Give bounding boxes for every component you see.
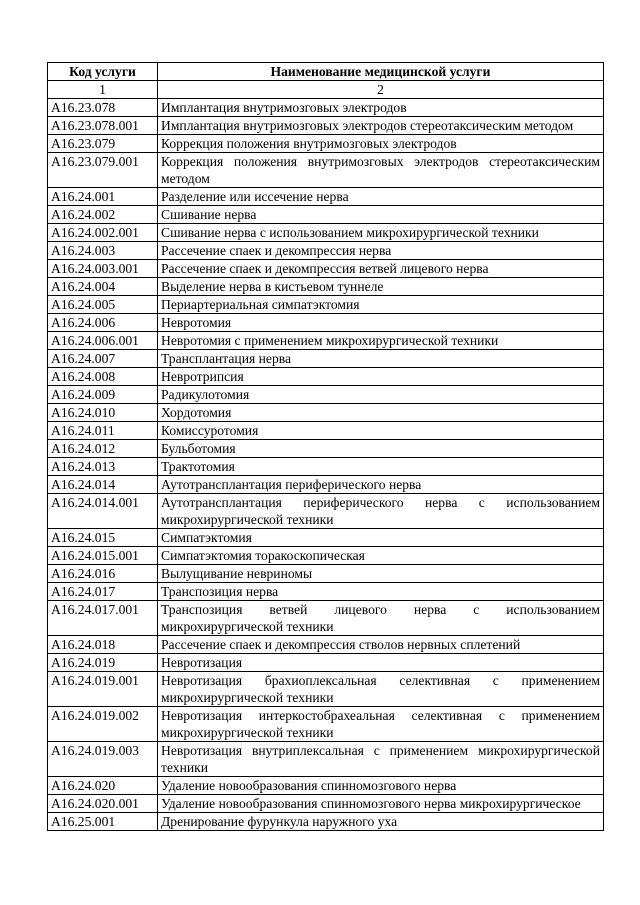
table-row [48, 224, 604, 242]
table-row [48, 99, 604, 117]
table-row [48, 476, 604, 494]
service-name: Невротомия [158, 314, 604, 332]
service-code: A16.24.015 [48, 529, 158, 547]
table-row [48, 601, 604, 636]
service-name: Дренирование фурункула наружного уха [158, 813, 604, 831]
service-name: Бульботомия [158, 440, 604, 458]
table-row [48, 813, 604, 831]
service-code: A16.24.005 [48, 296, 158, 314]
service-code: A16.24.012 [48, 440, 158, 458]
service-code: A16.24.017.001 [48, 601, 158, 636]
table-row [48, 795, 604, 813]
table-row [48, 565, 604, 583]
column-number-2: 2 [158, 81, 604, 99]
table-row [48, 260, 604, 278]
service-name: Удаление новообразования спинномозгового нерва [158, 777, 604, 795]
service-code: A16.24.006.001 [48, 332, 158, 350]
table-row [48, 153, 604, 188]
service-name: Рассечение спаек и декомпрессия нерва [158, 242, 604, 260]
service-name: Транспозиция ветвей лицевого нерва с использованием микрохирургической техники [158, 601, 604, 636]
table-row [48, 547, 604, 565]
service-name: Периартериальная симпатэктомия [158, 296, 604, 314]
service-name: Рассечение спаек и декомпрессия стволов нервных сплетений [158, 636, 604, 654]
service-code: A16.24.003 [48, 242, 158, 260]
column-number-row [48, 81, 604, 99]
service-name: Вылущивание невриномы [158, 565, 604, 583]
service-name: Имплантация внутримозговых электродов стереотаксическим методом [158, 117, 604, 135]
service-name: Аутотрансплантация периферического нерва с использованием микрохирургической техники [158, 494, 604, 529]
service-name: Невротомия с применением микрохирургической техники [158, 332, 604, 350]
service-code: A16.24.009 [48, 386, 158, 404]
service-name: Рассечение спаек и декомпрессия ветвей лицевого нерва [158, 260, 604, 278]
service-name: Невротизация [158, 654, 604, 672]
service-name: Невротизация внутриплексальная с применением микрохирургической техники [158, 742, 604, 777]
table-row [48, 350, 604, 368]
service-code: A16.23.079.001 [48, 153, 158, 188]
table-row [48, 440, 604, 458]
table-row [48, 529, 604, 547]
service-code: A16.24.020.001 [48, 795, 158, 813]
table-row [48, 777, 604, 795]
table-row [48, 707, 604, 742]
service-name: Имплантация внутримозговых электродов [158, 99, 604, 117]
service-name: Коррекция положения внутримозговых электродов стереотаксическим методом [158, 153, 604, 188]
service-code: A16.24.017 [48, 583, 158, 601]
service-code: A16.24.019.002 [48, 707, 158, 742]
header-code: Код услуги [48, 63, 158, 81]
table-row [48, 188, 604, 206]
service-code: A16.24.011 [48, 422, 158, 440]
service-code: A16.24.014.001 [48, 494, 158, 529]
service-name: Сшивание нерва с использованием микрохирургической техники [158, 224, 604, 242]
table-row [48, 242, 604, 260]
table-row [48, 422, 604, 440]
service-name: Невротизация интеркостобрахеальная селективная с применением микрохирургической техники [158, 707, 604, 742]
service-code: A16.24.019 [48, 654, 158, 672]
service-code: A16.24.003.001 [48, 260, 158, 278]
service-code: A16.24.016 [48, 565, 158, 583]
service-code: A16.24.010 [48, 404, 158, 422]
service-code: A16.24.001 [48, 188, 158, 206]
service-code: A16.24.008 [48, 368, 158, 386]
service-name: Коррекция положения внутримозговых электродов [158, 135, 604, 153]
service-code: A16.24.019.001 [48, 672, 158, 707]
service-code: A16.24.018 [48, 636, 158, 654]
service-code: A16.23.079 [48, 135, 158, 153]
service-code: A16.24.020 [48, 777, 158, 795]
service-code: A16.24.006 [48, 314, 158, 332]
table-row [48, 742, 604, 777]
table-row [48, 404, 604, 422]
table-row [48, 332, 604, 350]
service-name: Трансплантация нерва [158, 350, 604, 368]
service-name: Радикулотомия [158, 386, 604, 404]
table-row [48, 135, 604, 153]
table-row [48, 206, 604, 224]
service-name: Удаление новообразования спинномозгового нерва микрохирургическое [158, 795, 604, 813]
table-row [48, 386, 604, 404]
service-name: Комиссуротомия [158, 422, 604, 440]
service-name: Выделение нерва в кистьевом туннеле [158, 278, 604, 296]
service-code: A16.24.019.003 [48, 742, 158, 777]
service-name: Невротизация брахиоплексальная селективная с применением микрохирургической техники [158, 672, 604, 707]
table-row [48, 636, 604, 654]
table-row [48, 117, 604, 135]
service-code: A16.24.007 [48, 350, 158, 368]
table-row [48, 583, 604, 601]
service-code: A16.24.002.001 [48, 224, 158, 242]
service-code: A16.24.015.001 [48, 547, 158, 565]
service-name: Транспозиция нерва [158, 583, 604, 601]
service-code: A16.24.002 [48, 206, 158, 224]
table-row [48, 458, 604, 476]
service-name: Трактотомия [158, 458, 604, 476]
service-name: Разделение или иссечение нерва [158, 188, 604, 206]
service-code: A16.24.004 [48, 278, 158, 296]
header-row [48, 63, 604, 81]
service-code: A16.23.078 [48, 99, 158, 117]
table-row [48, 654, 604, 672]
table-row [48, 368, 604, 386]
service-name: Аутотрансплантация периферического нерва [158, 476, 604, 494]
service-code: A16.24.013 [48, 458, 158, 476]
header-name: Наименование медицинской услуги [158, 63, 604, 81]
table-row [48, 278, 604, 296]
service-name: Сшивание нерва [158, 206, 604, 224]
service-name: Хордотомия [158, 404, 604, 422]
table-row [48, 672, 604, 707]
service-code: A16.24.014 [48, 476, 158, 494]
column-number-1: 1 [48, 81, 158, 99]
service-code: A16.23.078.001 [48, 117, 158, 135]
service-name: Невротрипсия [158, 368, 604, 386]
table-row [48, 314, 604, 332]
service-code: A16.25.001 [48, 813, 158, 831]
table-row [48, 494, 604, 529]
service-name: Симпатэктомия [158, 529, 604, 547]
medical-services-table [47, 62, 604, 831]
table-row [48, 296, 604, 314]
service-name: Симпатэктомия торакоскопическая [158, 547, 604, 565]
